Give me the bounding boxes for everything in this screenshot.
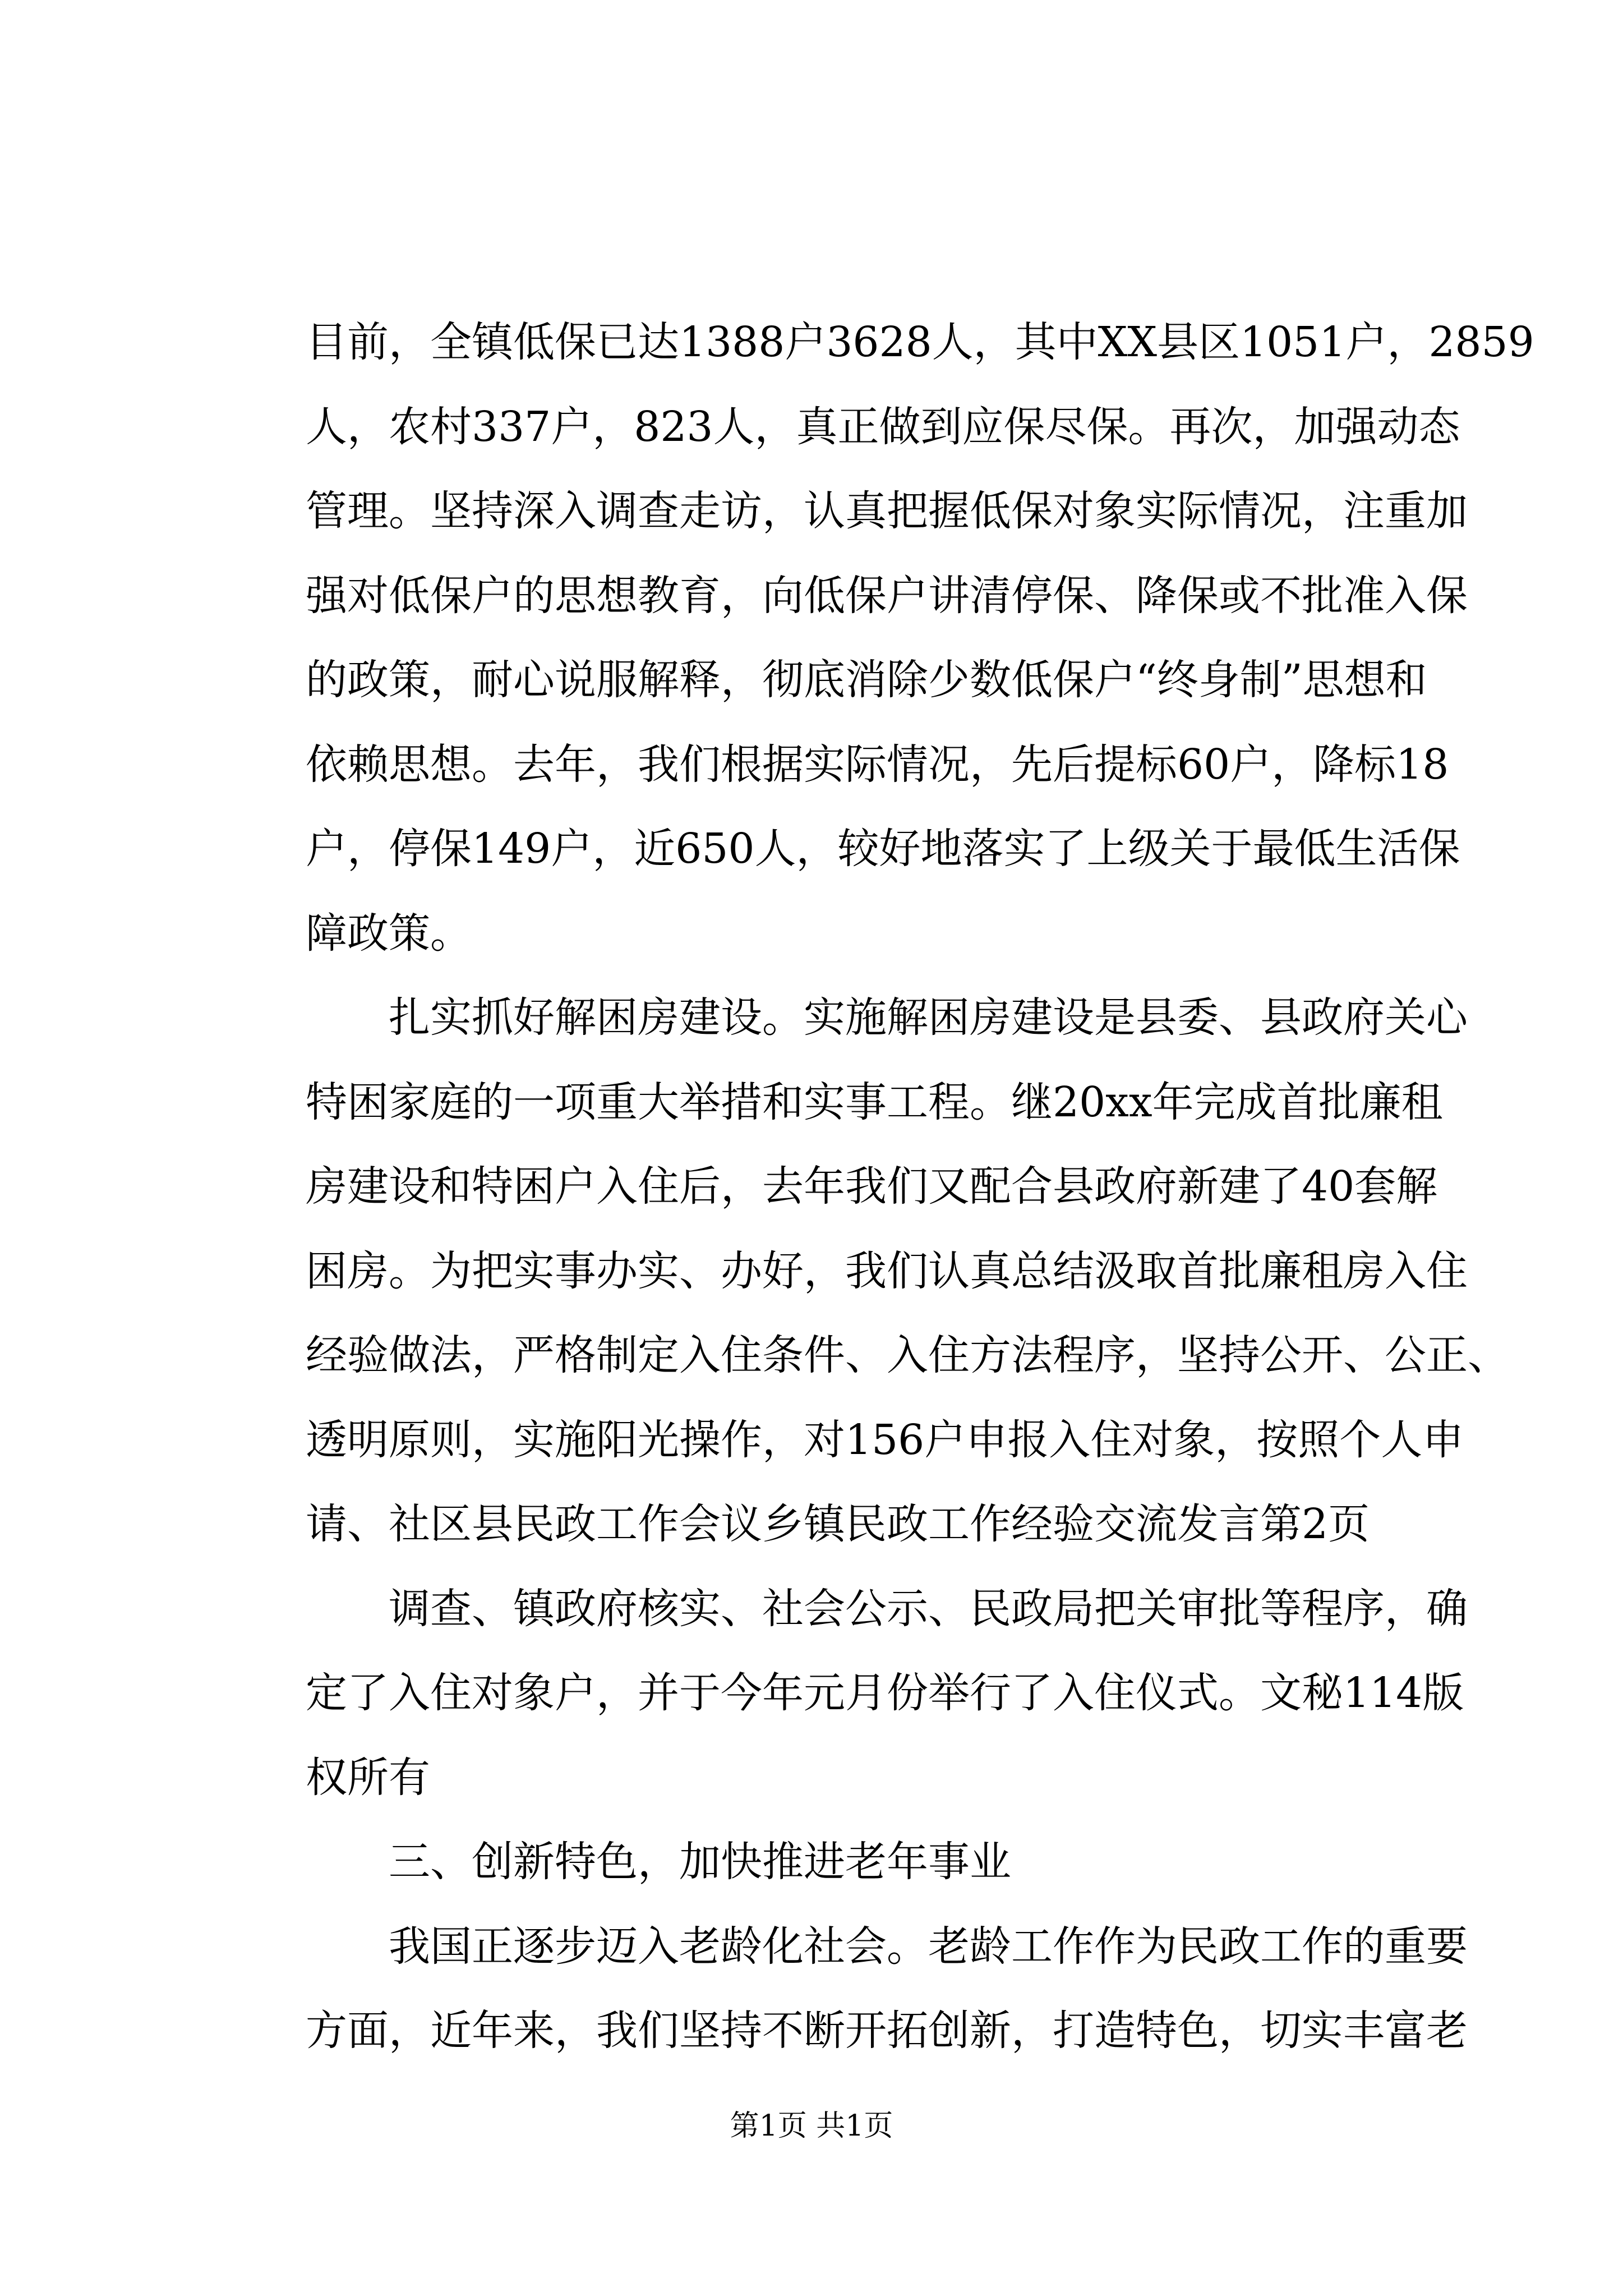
text-line: 调查、镇政府核实、社会公示、民政局把关审批等程序，确	[389, 1584, 1468, 1633]
text-line: 强对低保户的思想教育，向低保户讲清停保、降保或不批准入保	[306, 571, 1468, 620]
text-line: 房建设和特困户入住后，去年我们又配合县政府新建了40套解	[306, 1162, 1438, 1211]
text-line: 扎实抓好解困房建设。实施解困房建设是县委、县政府关心	[389, 993, 1468, 1042]
text-line: 困房。为把实事办实、办好，我们认真总结汲取首批廉租房入住	[306, 1246, 1468, 1295]
text-line: 经验做法，严格制定入住条件、入住方法程序，坚持公开、公正、	[306, 1331, 1509, 1379]
text-line: 管理。坚持深入调查走访，认真把握低保对象实际情况，注重加	[306, 487, 1468, 535]
text-line: 特困家庭的一项重大举措和实事工程。继20xx年完成首批廉租	[306, 1078, 1443, 1126]
text-line: 透明原则，实施阳光操作，对156户申报入住对象，按照个人申	[306, 1415, 1464, 1464]
text-line: 方面，近年来，我们坚持不断开拓创新，打造特色，切实丰富老	[306, 2007, 1468, 2055]
text-line: 依赖思想。去年，我们根据实际情况，先后提标60户，降标18	[306, 740, 1449, 789]
text-line: 户，停保149户，近650人，较好地落实了上级关于最低生活保	[306, 825, 1460, 873]
text-line: 定了入住对象户，并于今年元月份举行了入住仪式。文秘114版	[306, 1669, 1464, 1717]
text-line: 的政策，耐心说服解释，彻底消除少数低保户“终身制”思想和	[306, 656, 1427, 704]
text-line: 人，农村337户，823人，真正做到应保尽保。再次，加强动态	[306, 402, 1460, 451]
text-line: 障政策。	[306, 909, 472, 958]
page-footer: 第1页 共1页	[730, 2109, 893, 2143]
text-line: 权所有	[306, 1753, 430, 1802]
text-line: 我国正逐步迈入老龄化社会。老龄工作作为民政工作的重要	[389, 1922, 1468, 1971]
text-line: 请、社区县民政工作会议乡镇民政工作经验交流发言第2页	[306, 1500, 1370, 1548]
document-body	[306, 300, 1534, 2073]
text-line: 三、创新特色，加快推进老年事业	[389, 1838, 1011, 1886]
text-line: 目前，全镇低保已达1388户3628人，其中XX县区1051户，2859	[306, 318, 1534, 366]
